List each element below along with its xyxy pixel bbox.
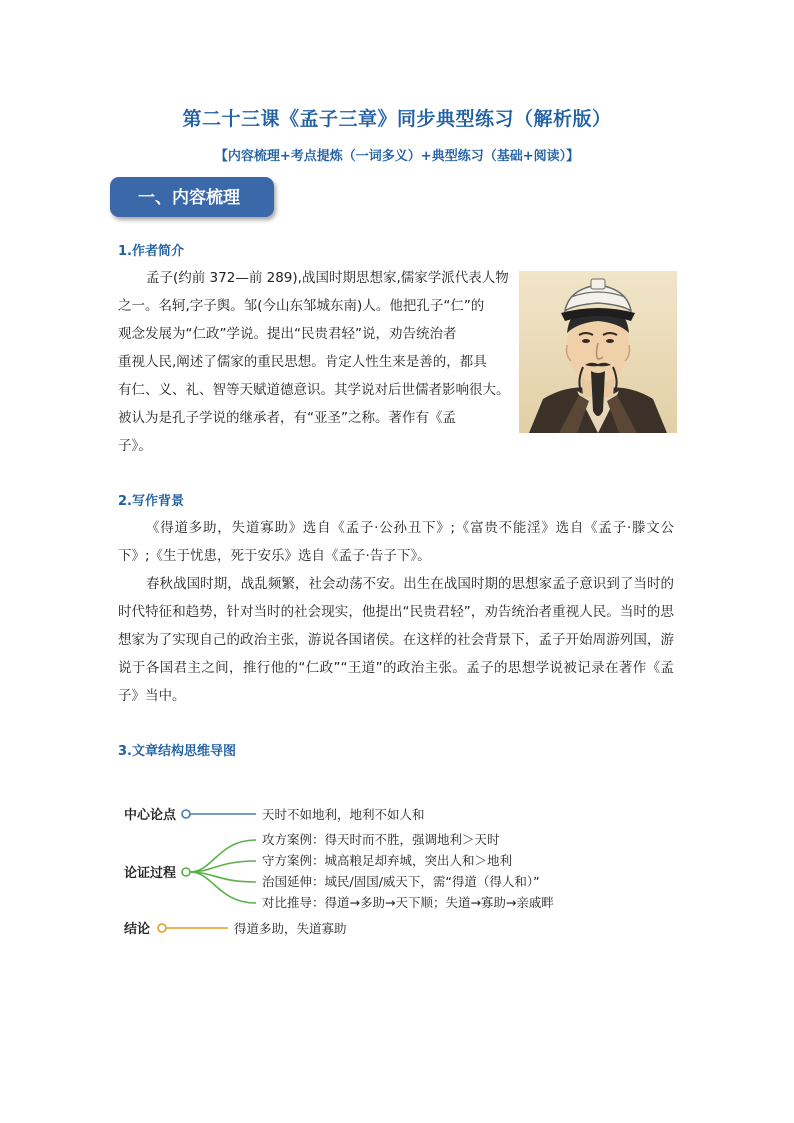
author-heading: 1.作者简介: [118, 244, 184, 259]
mindmap-connector: [190, 872, 256, 903]
mencius-portrait: [519, 271, 677, 433]
mindmap-node: [158, 924, 166, 932]
author-line: 被认为是孔子学说的继承者，有“亚圣”之称。著作有《孟: [118, 410, 456, 426]
mindmap-center-text: 天时不如地利，地利不如人和: [262, 807, 425, 822]
mindmap-center-label: 中心论点: [124, 808, 177, 823]
background-paragraphs: [118, 514, 674, 710]
mindmap-process-item: 治国延伸：域民/固国/威天下，需“得道（得人和）”: [262, 874, 540, 889]
author-line: 子》。: [118, 438, 152, 454]
mindmap-process-item: 守方案例：城高粮足却弃城，突出人和＞地利: [262, 853, 513, 868]
mindmap-heading: 3.文章结构思维导图: [118, 744, 236, 759]
mindmap-process-item: 对比推导：得道→多助→天下顺；失道→寡助→亲戚畔: [262, 895, 554, 910]
author-line: 观念发展为“仁政”学说。提出“民贵君轻”说，劝告统治者: [118, 326, 457, 342]
author-line: 之一。名轲,字子舆。邹(今山东邹城东南)人。他把孔子“仁”的: [118, 298, 485, 314]
author-line: 重视人民,阐述了儒家的重民思想。肯定人性生来是善的，都具: [118, 354, 487, 370]
mindmap-node: [182, 868, 190, 876]
author-paragraph: [118, 264, 518, 460]
mindmap-connector: [190, 861, 256, 872]
author-line: 有仁、义、礼、智等天赋道德意识。其学说对后世儒者影响很大。: [118, 382, 510, 398]
mindmap-diagram: [118, 798, 678, 948]
author-line: 孟子(约前 372—前 289),战国时期思想家,儒家学派代表人物: [146, 270, 509, 286]
page-subtitle: 【内容梳理+考点提炼（一词多义）+典型练习（基础+阅读）】: [214, 149, 580, 164]
mindmap-process-item: 攻方案例：得天时而不胜，强调地利＞天时: [262, 832, 500, 847]
section-banner: 一、内容梳理: [110, 177, 274, 217]
mindmap-connector: [190, 840, 256, 872]
mindmap-node: [182, 810, 190, 818]
background-heading: 2.写作背景: [118, 494, 184, 509]
mindmap-conclusion-text: 得道多助，失道寡助: [234, 921, 347, 936]
background-paragraph: 《得道多助，失道寡助》选自《孟子·公孙丑下》;《富贵不能淫》选自《孟子·滕文公下》;《生于忧患，死于安乐》选自《孟子·告子下》。: [118, 520, 674, 564]
mindmap-conclusion-label: 结论: [124, 922, 151, 937]
background-paragraph: 春秋战国时期，战乱频繁，社会动荡不安。出生在战国时期的思想家孟子意识到了当时的时代特征和趋势，针对当时的社会现实，他提出“民贵君轻”，劝告统治者重视人民。当时的思想家为了实现自己的政治主张，游说各国诸侯。在这样的社会背景下，孟子开始周游列国，游说于各国君主之间，推行他的“仁政”“王道”的政治主张。孟子的思想学说被记录在著作《孟子》当中。: [118, 576, 674, 704]
mindmap-process-label: 论证过程: [124, 866, 177, 881]
page-title: 第二十三课《孟子三章》同步典型练习（解析版）: [182, 108, 612, 130]
